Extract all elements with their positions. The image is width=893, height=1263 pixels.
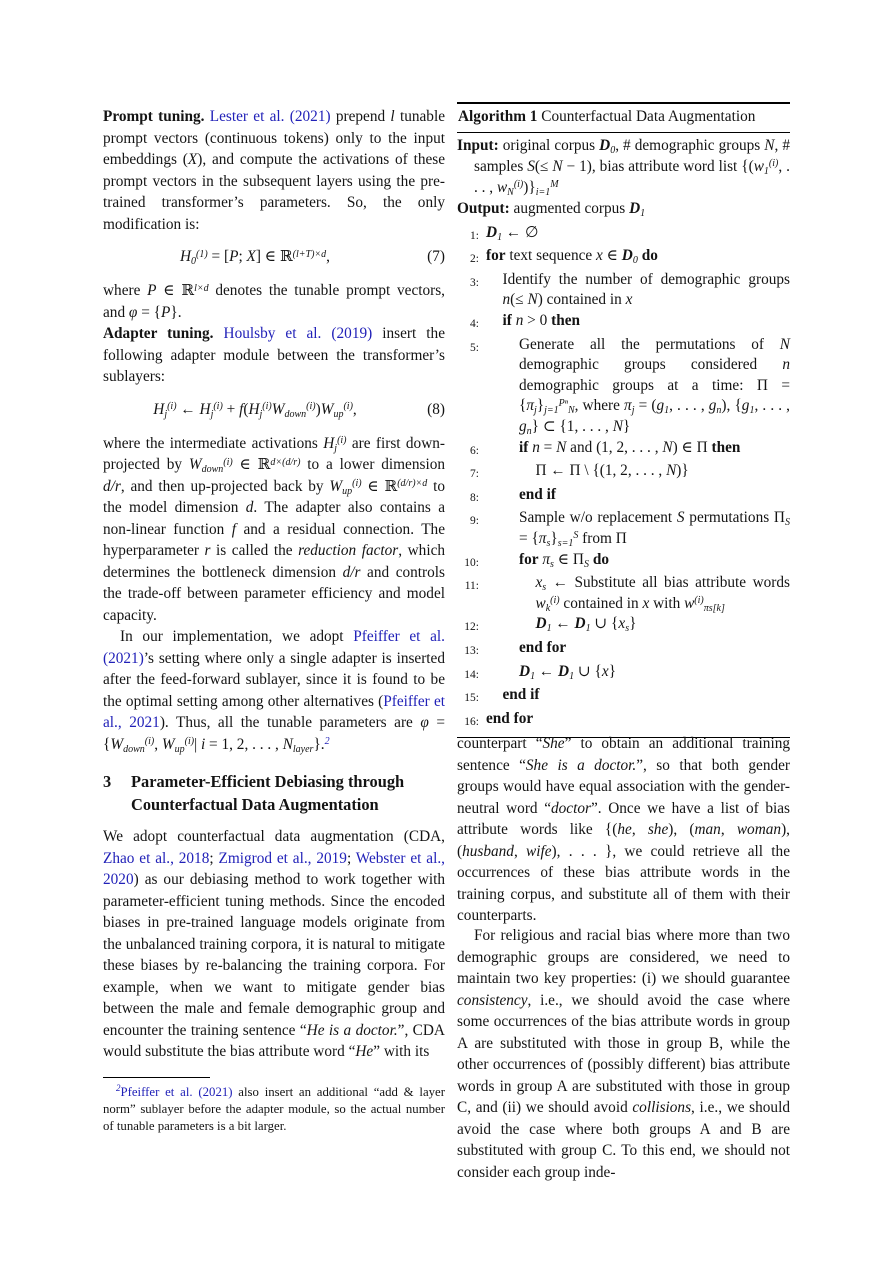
citation-link[interactable]: Pfeiffer et al. <box>120 1084 193 1099</box>
algorithm-input: Input: original corpus D0, # demographic groups N, # samples S(≤ N − 1), bias attribute word list {(w1$^{(i)}$, . . . , $wN^{(i)})\}i=1^M$ <box>457 137 791 198</box>
algorithm-line-content: Π ← Π \ {(1, 2, . . . , N)} <box>535 462 689 480</box>
citation-link[interactable]: 2 <box>116 1083 121 1094</box>
section-number: 3 <box>103 772 112 791</box>
algorithm-line <box>457 461 790 485</box>
equation-7 <box>103 246 445 268</box>
algorithm-line <box>457 246 790 270</box>
paragraph-where-eq7: where P ∈ ℝ$^{l\times d}$ denotes the tunable prompt vectors, and φ = {P}. <box>103 282 446 321</box>
algorithm-line-content: end if <box>502 686 540 704</box>
algorithm-line-number: 12: <box>464 621 479 634</box>
algorithm-1-box <box>457 102 790 738</box>
citation-link[interactable]: Houlsby et al. (2019) <box>223 325 373 342</box>
paragraph-cda: We adopt counterfactual data augmentation (CDA, Zhao et al., 2018; Zmigrod et al., 2019; Webster et al., 2020) as our debiasing method to work together with parameter-efficient tuning methods. Since the encoded biases in pre-trained language models originate from the unbalanced training corpora, it is natural to mitigate these biases by re-balancing the training corpora. For example, when we want to mitigate gender bias between the male and female demographic group and encounter the training sentence “He is a doctor.”, CDA would substitute the bias attribute word “He” with its <box>103 828 445 1060</box>
footnote-separator <box>103 1077 210 1078</box>
equation-8 <box>103 399 445 421</box>
algorithm-line-content: Generate all the permutations of N demographic groups considered n demographic groups at a time: $\Pi = \{\pi j\}j=1^{P^n}N$, where πj = (g1, . . . , gn), {g1, . . . , gn} ⊂ {1, . . . , N} <box>519 335 791 437</box>
algorithm-line <box>457 311 790 335</box>
algorithm-line-content: end for <box>486 709 534 727</box>
algorithm-caption: Algorithm 1 Counterfactual Data Augmentation <box>457 104 790 133</box>
citation-link[interactable]: (2021) <box>103 649 144 667</box>
algorithm-line-number: 4: <box>470 318 479 330</box>
citation-link[interactable]: Webster et al., 2020 <box>103 849 445 888</box>
algorithm-line-content: D1 ← ∅ <box>486 223 539 243</box>
paragraph-where-eq8: where the intermediate activations Hj$^{(i)}$ are first down-projected by Wdown$^{(i)}$ ∈ ℝ$^{d\times(d/r)}$ to a lower dimension d/r, and then up-projected back by Wup$^{(i)}$ ∈ ℝ$^{(d/r)\times d}$ to the model dimension d. The adapter also contains a non-linear function f and a residual connection. The hyperparameter r is called the reduction factor, which determines the bottleneck dimension d/r and controls the trade-off between parameter efficiency and model capacity. <box>103 434 446 624</box>
citation-link[interactable]: Zmigrod et al., 2019 <box>218 849 347 867</box>
algorithm-line-content: D1 ← D1 ∪ {x} <box>519 662 617 682</box>
algorithm-line-content: D1 ← D1 ∪ {xs} <box>535 615 637 635</box>
citation-link[interactable]: Pfeiffer et al., 2021 <box>103 692 445 731</box>
algorithm-line-content: if n > 0 then <box>502 312 580 329</box>
algorithm-line-content: xs ← Substitute all bias attribute words $wk^{(i)}$ contained in x with $w^{(i)}\pi s[k]$ <box>535 574 790 614</box>
algorithm-line-number: 10: <box>464 556 479 569</box>
algorithm-line-number: 16: <box>464 715 479 728</box>
algorithm-line <box>457 709 790 733</box>
algorithm-line-number: 7: <box>470 468 479 481</box>
algorithm-line <box>457 685 790 709</box>
algorithm-line-number: 14: <box>464 668 479 681</box>
algorithm-line <box>457 638 790 662</box>
algorithm-line-content: for text sequence x ∈ D0 do <box>486 247 658 267</box>
equation-7-body: $H0^{(1)} = [P$; X] ∈ ℝ$^{(l+T)\times d}$, <box>179 248 330 267</box>
right-column <box>457 102 791 1181</box>
algorithm-line-number: 6: <box>470 444 479 457</box>
algorithm-line <box>457 485 790 509</box>
algorithm-line <box>457 550 790 574</box>
section-3-heading <box>103 770 445 816</box>
algorithm-output: Output: augmented corpus D1 <box>457 199 646 219</box>
algorithm-line <box>457 438 790 462</box>
algorithm-body <box>457 220 790 738</box>
algorithm-line <box>457 508 790 549</box>
algorithm-io <box>457 133 790 220</box>
algorithm-line-content: if n = N and (1, 2, . . . , N) ∈ Π then <box>519 438 741 456</box>
paragraph-adapter-tuning: Adapter tuning. Houlsby et al. (2019) insert the following adapter module between the transformer’s sublayers: <box>103 325 445 385</box>
left-column <box>103 106 445 1136</box>
algorithm-line-number: 11: <box>464 580 479 593</box>
citation-link[interactable]: (2021) <box>198 1084 233 1099</box>
algorithm-line-number: 15: <box>464 692 479 705</box>
citation-link[interactable]: Lester et al. (2021) <box>209 108 331 125</box>
algorithm-line-number: 2: <box>470 253 479 266</box>
algorithm-line <box>457 614 790 638</box>
algorithm-line-number: 5: <box>470 341 479 354</box>
algorithm-line-number: 1: <box>470 229 479 242</box>
algorithm-line-content: end for <box>519 638 567 656</box>
paragraph-implementation: In our implementation, we adopt Pfeiffer et al. (2021)’s setting where only a single adapter is inserted after the feed-forward sublayer, since it is found to be the optimal setting among other alternatives (Pfeiffer et al., 2021). Thus, all the tunable parameters are φ = {Wdown$^{(i)}$, Wup$^{(i)}$| i = 1, 2, . . . , Nlayer}.$^2$ <box>103 628 445 755</box>
algorithm-line-number: 3: <box>470 276 479 289</box>
footnote-2: $^2$Pfeiffer et al. (2021) also insert an additional “add & layer norm” sublayer before the adapter module, so the actual number of tunable parameters is a bit larger. <box>103 1083 445 1134</box>
algorithm-line <box>457 223 790 247</box>
equation-8-number: (8) <box>427 400 445 418</box>
algorithm-line <box>457 335 790 438</box>
equation-8-body: Hj$^{(i)}$ ← $Hj^{(i)}$ + $f(Hj^{(i)}Wdown^{(i)})Wup^{(i)}$, <box>153 400 357 420</box>
algorithm-line <box>457 270 790 311</box>
algorithm-line-number: 9: <box>470 515 479 528</box>
section-title: Parameter-Efficient Debiasing through Counterfactual Data Augmentation <box>131 772 405 814</box>
algorithm-line <box>457 573 790 614</box>
algorithm-line-number: 8: <box>470 491 479 504</box>
paragraph-counterpart: counterpart “She” to obtain an additional training sentence “She is a doctor.”, so that both gender groups would have equal association with the gender-neutral word “doctor”. Once we have a list of bias attribute words like {(he, she), (man, woman), (husband, wife), . . . }, we could retrieve all the occurrences of these bias attribute words in the training corpus, and substitute all of them with their counterparts. <box>457 735 790 924</box>
citation-link[interactable]: Pfeiffer et al. <box>353 628 445 645</box>
algorithm-line-number: 13: <box>464 644 479 657</box>
algorithm-line-content: Sample w/o replacement S permutations $\Pi S = \{\pi s\}s=1^S$ from Π <box>519 509 790 549</box>
algorithm-line-content: Identify the number of demographic groups n(≤ N) contained in x <box>502 270 790 309</box>
algorithm-line-content: end if <box>519 485 556 503</box>
algorithm-line-content: for πs ∈ ΠS do <box>519 550 609 570</box>
paragraph-religious-racial: For religious and racial bias where more than two demographic groups are considered, we need to maintain two key properties: (i) we should guarantee consistency, i.e., we should avoid the case where some occurrences of the bias attribute words in group A are substituted with those in group B, while the other occurrences of (possibly different) bias attribute words in group A are substituted with those in group C, and (ii) we should avoid collisions, i.e., we should avoid the case where both groups A and B are substituted with group C. To this end, we should not consider each group inde- <box>457 927 790 1181</box>
paragraph-prompt-tuning: Prompt tuning. Lester et al. (2021) prepend l tunable prompt vectors (continuous tokens) only to the input embeddings (X), and compute the activations of these prompt vectors in the subsequent layers using the pre-trained transformer’s parameters. So, the only modification is: <box>103 108 446 233</box>
citation-link[interactable]: 2 <box>324 736 330 747</box>
citation-link[interactable]: Zhao et al., 2018 <box>103 849 210 867</box>
algorithm-line <box>457 662 790 686</box>
equation-7-number: (7) <box>427 248 445 265</box>
